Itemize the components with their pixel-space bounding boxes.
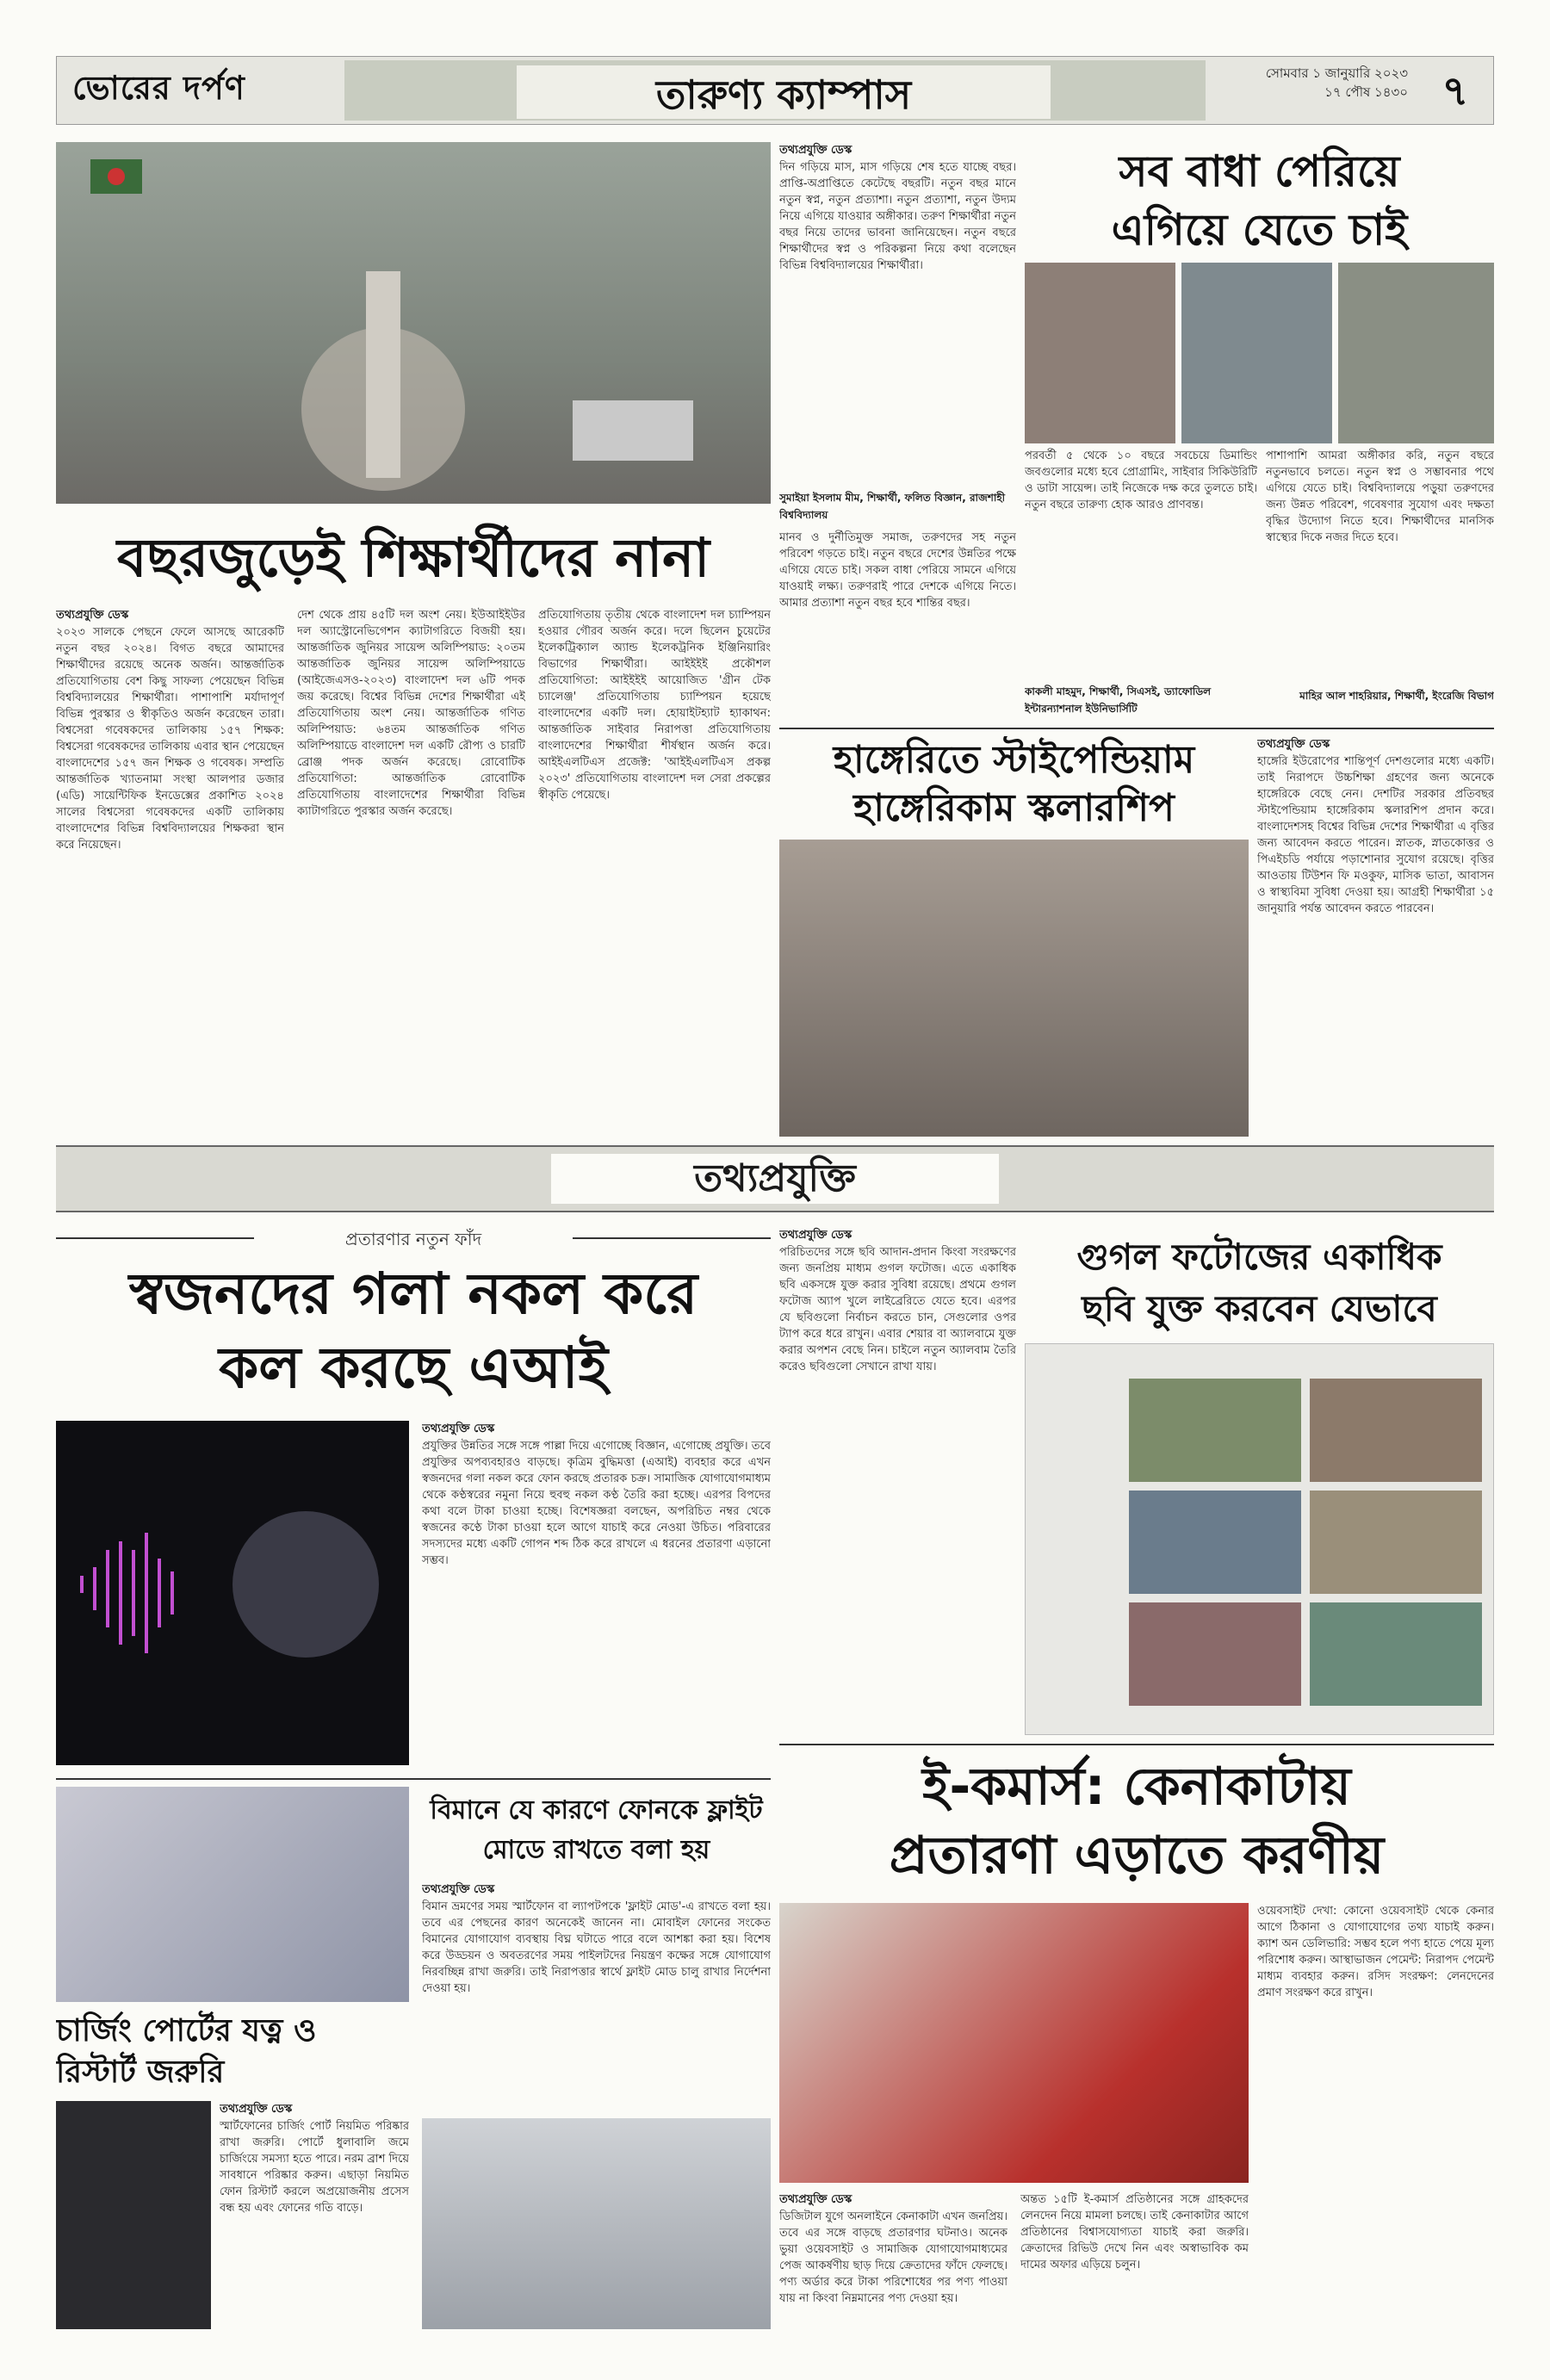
ecommerce-photo xyxy=(779,1903,1249,2183)
student-photo-3 xyxy=(1338,263,1494,443)
ai-voice-byline: তথ্যপ্রযুক্তি ডেস্ক xyxy=(422,1422,495,1435)
hungary-photo xyxy=(779,840,1249,1137)
charging-phone-photo xyxy=(56,2101,211,2329)
ai-voice-kicker-rule-left xyxy=(56,1237,254,1239)
obstacles-column-mid: মানব ও দুর্নীতিমুক্ত সমাজ, তরুণদের সহ নতুন পরিবেশ গড়তে চাই। নতুন বছরে দেশের উন্নতির পক্ষে এগিয়ে যেতে চাই। সকল বাধা পেরিয়ে সামনে এগিয়ে যাওয়াই লক্ষ্য। তরুণরাই পারে দেশকে এগিয়ে নিতে। আমার প্রত্যাশা নতুন বছর হবে শান্তির বছর। xyxy=(779,531,1016,610)
charging-headline-line-2: রিস্টার্ট জরুরি xyxy=(56,2055,225,2090)
hungary-headline-line-1: হাঙ্গেরিতে স্টাইপেন্ডিয়াম xyxy=(833,738,1195,782)
obstacles-byline-2: কাকলী মাহমুদ, শিক্ষার্থী, সিএসই, ড্যাফোডিল ইন্টারন্যাশনাল ইউনিভার্সিটি xyxy=(1025,685,1212,715)
ai-voice-headline xyxy=(56,1257,771,1408)
airplane-photo xyxy=(422,2118,771,2329)
google-photos-headline-line-1: গুগল ফটোজের একাধিক xyxy=(1076,1236,1442,1278)
ecommerce-top-rule xyxy=(779,1744,1494,1745)
student-photo-2 xyxy=(1181,263,1332,443)
ecommerce-headline-line-2: প্রতারণা এড়াতে করণীয় xyxy=(889,1825,1385,1886)
hungary-text: হাঙ্গেরি ইউরোপের শান্তিপূর্ণ দেশগুলোর মধ্যে একটি। তাই নিরাপদে উচ্চশিক্ষা গ্রহণের জন্য অনেকে হাঙ্গেরিকে বেছে নেন। দেশটির সরকার প্রতিবছর স্টাইপেন্ডিয়াম হাঙ্গেরিকাম স্কলারশিপ প্রদান করে। বাংলাদেশসহ বিশ্বের বিভিন্ন দেশের শিক্ষার্থীরা এ বৃত্তির জন্য আবেদন করতে পারেন। স্নাতক, স্নাতকোত্তর ও পিএইচডি পর্যায়ে পড়াশোনার সুযোগ রয়েছে। বৃত্তির আওতায় টিউশন ফি মওকুফ, মাসিক ভাতা, আবাসন ও স্বাস্থ্যবিমা সুবিধা দেওয়া হয়। আগ্রহী শিক্ষার্থীরা ১৫ জানুয়ারি পর্যন্ত আবেদন করতে পারবেন। xyxy=(1257,755,1494,915)
obstacles-headline xyxy=(1025,142,1494,263)
hungary-headline-line-2: হাঙ্গেরিকাম স্কলারশিপ xyxy=(853,786,1175,830)
date-gregorian: সোমবার ১ জানুয়ারি ২০২৩ xyxy=(1265,65,1408,81)
google-photos-headline xyxy=(1025,1231,1494,1339)
obstacles-column-top: দিন গড়িয়ে মাস, মাস গড়িয়ে শেষ হতে যাচ্ছে বছর। প্রাপ্তি-অপ্রাপ্তিতে কেটেছে বছরটি। নতুন বছর মানে নতুন স্বপ্ন, নতুন প্রত্যাশা। নতুন প্রত্যাশা, নতুন উদ্যম নিয়ে এগিয়ে যাওয়ার অঙ্গীকার। তরুণ শিক্ষার্থীরা নতুন বছর নিয়ে তাদের ভাবনা জানিয়েছেন। নতুন বছরে শিক্ষার্থীদের স্বপ্ন ও পরিকল্পনা নিয়ে কথা বলেছেন বিভিন্ন বিশ্ববিদ্যালয়ের শিক্ষার্থীরা। xyxy=(779,161,1016,272)
ecommerce-headline-line-1: ই-কমার্স: কেনাকাটায় xyxy=(922,1757,1351,1817)
airplane-headline-line-2: মোডে রাখতে বলা হয় xyxy=(482,1835,710,1865)
logo-name: ভোরের দর্পণ xyxy=(72,69,245,107)
charging-headline-line-1: চার্জিং পোর্টের যত্ন ও xyxy=(56,2013,317,2048)
ai-voice-photo xyxy=(56,1421,409,1765)
ecommerce-column-1: ডিজিটাল যুগে অনলাইনে কেনাকাটা এখন জনপ্রিয়। তবে এর সঙ্গে বাড়ছে প্রতারণার ঘটনাও। অনেক ভুয়া ওয়েবসাইট ও সামাজিক যোগাযোগমাধ্যমের পেজ আকর্ষণীয় ছাড় দিয়ে ক্রেতাদের ফাঁদে ফেলছে। পণ্য অর্ডার করে টাকা পরিশোধের পর পণ্য পাওয়া যায় না কিংবা নিম্নমানের পণ্য দেওয়া হয়। xyxy=(779,2210,1008,2305)
section-title: তারুণ্য ক্যাম্পাস xyxy=(517,65,1051,119)
hungary-top-rule xyxy=(779,728,1494,729)
obstacles-headline-line-1: সব বাধা পেরিয়ে xyxy=(1119,146,1400,196)
charging-headline xyxy=(56,2011,409,2097)
google-photos-headline-line-2: ছবি যুক্ত করবেন যেভাবে xyxy=(1082,1287,1437,1329)
ai-voice-kicker-rule-right xyxy=(573,1237,771,1239)
ecommerce-column-2: অন্তত ১৫টি ই-কমার্স প্রতিষ্ঠানের সঙ্গে গ্রাহকদের লেনদেন নিয়ে মামলা চলছে। তাই কেনাকাটার আগে প্রতিষ্ঠানের বিশ্বাসযোগ্যতা যাচাই করা জরুরি। ক্রেতাদের রিভিউ দেখে নিন এবং অস্বাভাবিক কম দামের অফার এড়িয়ে চলুন। xyxy=(1020,2193,1249,2272)
obstacles-column-bottom: পরবর্তী ৫ থেকে ১০ বছরে সবচেয়ে ডিমান্ডিং জবগুলোর মধ্যে হবে প্রোগ্রামিং, সাইবার সিকিউরিটি ও ডাটা সায়েন্স। তাই নিজেকে দক্ষ করে তুলতে চাই। নতুন বছরে তারুণ্য হোক আরও প্রাণবন্ত। xyxy=(1025,449,1257,511)
achievements-photo xyxy=(56,142,771,504)
ecommerce-column-3: ওয়েবসাইট দেখা: কোনো ওয়েবসাইট থেকে কেনার আগে ঠিকানা ও যোগাযোগের তথ্য যাচাই করুন। ক্যাশ অন ডেলিভারি: সম্ভব হলে পণ্য হাতে পেয়ে মূল্য পরিশোধ করুন। আস্থাভাজন পেমেন্ট: নিরাপদ পেমেন্ট মাধ্যম ব্যবহার করুন। রসিদ সংরক্ষণ: লেনদেনের প্রমাণ সংরক্ষণ করে রাখুন। xyxy=(1257,1905,1494,1999)
soundwave-art xyxy=(56,1421,409,1765)
phone-closeup-photo xyxy=(56,1787,409,2002)
masthead-logo xyxy=(60,59,336,122)
ecommerce-byline: তথ্যপ্রযুক্তি ডেস্ক xyxy=(779,2193,852,2206)
obstacles-headline-line-2: এগিয়ে যেতে চাই xyxy=(1111,205,1408,255)
airplane-byline: তথ্যপ্রযুক্তি ডেস্ক xyxy=(422,1883,495,1896)
achievements-column-2: দেশ থেকে প্রায় ৪৫টি দল অংশ নেয়। ইউআইইউর দল অ্যাস্ট্রোনেভিগেশন ক্যাটাগরিতে বিজয়ী হয়। আন্তর্জাতিক জুনিয়র সায়েন্স অলিম্পিয়াড: ২০তম আন্তর্জাতিক জুনিয়র সায়েন্স অলিম্পিয়াডে (আইজেএসও-২০২৩) বাংলাদেশ দল ৬টি পদক জয় করেছে। বিশ্বের বিভিন্ন দেশের শিক্ষার্থীরা এই প্রতিযোগিতায় অংশ নেয়। আন্তর্জাতিক গণিত অলিম্পিয়াড: ৬৪তম আন্তর্জাতিক গণিত অলিম্পিয়াডে বাংলাদেশ দল একটি রৌপ্য ও চারটি ব্রোঞ্জ পদক অর্জন করেছে। রোবোটিক প্রতিযোগিতা: আন্তর্জাতিক রোবোটিক প্রতিযোগিতায় বাংলাদেশের শিক্ষার্থীরা বিভিন্ন ক্যাটাগরিতে পুরস্কার অর্জন করেছে। xyxy=(297,609,525,818)
student-photo-1 xyxy=(1025,263,1175,443)
obstacles-column-right: পাশাপাশি আমরা অঙ্গীকার করি, নতুন বছরে নতুনভাবে চলতে। নতুন স্বপ্ন ও সম্ভাবনার পথে এগিয়ে যেতে চাই। বিশ্ববিদ্যালয়ে পড়ুয়া তরুণদের জন্য উন্নত পরিবেশ, গবেষণার সুযোগ এবং দক্ষতা বৃদ্ধির উদ্যোগ নিতে হবে। শিক্ষার্থীদের মানসিক স্বাস্থ্যের দিকে নজর দিতে হবে। xyxy=(1266,449,1494,544)
ecommerce-headline xyxy=(779,1752,1494,1894)
masthead-date xyxy=(1210,64,1408,115)
page-number: ৭ xyxy=(1442,67,1469,115)
date-bengali: ১৭ পৌষ ১৪৩০ xyxy=(1324,84,1408,100)
achievements-headline: বছরজুড়েই শিক্ষার্থীদের নানা xyxy=(116,526,710,589)
achievements-byline: তথ্যপ্রযুক্তি ডেস্ক xyxy=(56,609,129,622)
airplane-top-rule xyxy=(56,1778,771,1780)
google-photos-grid-art xyxy=(1026,1344,1494,1735)
achievements-column-3: প্রতিযোগিতায় তৃতীয় থেকে বাংলাদেশ দল চ্যাম্পিয়ন হওয়ার গৌরব অর্জন করে। দলে ছিলেন চুয়েটের ইলেকট্রিক্যাল অ্যান্ড ইলেকট্রনিক ইঞ্জিনিয়ারিং বিভাগের শিক্ষার্থীরা। আইইইই প্রকৌশল প্রতিযোগিতা: আইইইই আয়োজিত 'গ্রীন টেক চ্যালেঞ্জ' প্রতিযোগিতায় চ্যাম্পিয়ন হয়েছে বাংলাদেশের একটি দল। হোয়াইটহ্যাট হ্যাকাথন: আন্তর্জাতিক সাইবার নিরাপত্তা প্রতিযোগিতায় বাংলাদেশের শিক্ষার্থীরা শীর্ষস্থান অর্জন করে। আইইএলটিএস প্রজেক্ট: 'আইইএলটিএস প্রকল্প ২০২৩' প্রতিযোগিতায় বাংলাদেশ দল সেরা প্রকল্পের স্বীকৃতি পেয়েছে। xyxy=(538,609,771,802)
obstacles-byline-1: সুমাইয়া ইসলাম মীম, শিক্ষার্থী, ফলিত বিজ্ঞান, রাজশাহী বিশ্ববিদ্যালয় xyxy=(779,492,1006,521)
achievements-column-1: ২০২৩ সালকে পেছনে ফেলে আসছে আরেকটি নতুন বছর ২০২৪। বিগত বছরে আমাদের শিক্ষার্থীদের রয়েছে অনেক অর্জন। আন্তর্জাতিক প্রতিযোগিতায় বেশ কিছু সাফল্য পেয়েছেন বিভিন্ন বিশ্ববিদ্যালয়ের শিক্ষার্থীরা। পাশাপাশি মর্যাদাপূর্ণ বিভিন্ন পুরস্কার ও স্বীকৃতিও অর্জন করেছেন তারা। বিশ্বসেরা গবেষকদের তালিকায় ১৫৭ শিক্ষক: বিশ্বসেরা গবেষকদের তালিকায় এবার স্থান পেয়েছেন বাংলাদেশের ১৫৭ জন শিক্ষক ও গবেষক। সম্প্রতি আন্তর্জাতিক খ্যাতনামা সংস্থা আলপার ডজার (এডি) সায়েন্টিফিক ইনডেক্সের প্রকাশিত ২০২৪ সালের বিশ্বসেরা গবেষকদের একটি তালিকায় বাংলাদেশের বিভিন্ন বিশ্ববিদ্যালয়ের শিক্ষকরা স্থান করে নিয়েছেন। xyxy=(56,626,284,852)
tech-section-title: তথ্যপ্রযুক্তি xyxy=(551,1154,999,1204)
charging-byline: তথ্যপ্রযুক্তি ডেস্ক xyxy=(220,2103,293,2116)
airplane-text: বিমান ভ্রমণের সময় স্মার্টফোন বা ল্যাপটপকে 'ফ্লাইট মোড'-এ রাখতে বলা হয়। তবে এর পেছনের কারণ অনেকেই জানেন না। মোবাইল ফোনের সংকেত বিমানের যোগাযোগ ব্যবস্থায় বিঘ্ন ঘটাতে পারে বলে আশঙ্কা করা হয়। বিশেষ করে উড্ডয়ন ও অবতরণের সময় পাইলটদের নিয়ন্ত্রণ কক্ষের সঙ্গে যোগাযোগ নিরবচ্ছিন্ন রাখা জরুরি। তাই নিরাপত্তার স্বার্থে ফ্লাইট মোড চালু রাখার নির্দেশনা দেওয়া হয়। xyxy=(422,1900,771,1995)
achievements-photo-art xyxy=(56,142,771,504)
ai-voice-kicker: প্রতারণার নতুন ফাঁদ xyxy=(344,1229,482,1249)
hungary-byline: তথ্যপ্রযুক্তি ডেস্ক xyxy=(1257,738,1330,751)
ai-voice-text: প্রযুক্তির উন্নতির সঙ্গে সঙ্গে পাল্লা দিয়ে এগোচ্ছে বিজ্ঞান, এগোচ্ছে প্রযুক্তি। তবে প্রযুক্তির অপব্যবহারও বাড়ছে। কৃত্রিম বুদ্ধিমত্তা (এআই) ব্যবহার করে এখন স্বজনদের গলা নকল করে ফোন করছে প্রতারক চক্র। সামাজিক যোগাযোগমাধ্যম থেকে কণ্ঠস্বরের নমুনা নিয়ে হুবহু নকল কণ্ঠ তৈরি করা হচ্ছে। এরপর বিপদের কথা বলে টাকা চাওয়া হচ্ছে। বিশেষজ্ঞরা বলছেন, অপরিচিত নম্বর থেকে স্বজনের কণ্ঠে টাকা চাওয়া হলে আগে যাচাই করে নেওয়া উচিত। পরিবারের সদস্যদের মধ্যে একটি গোপন শব্দ ঠিক করে রাখলে এ ধরনের প্রতারণা এড়ানো সম্ভব। xyxy=(422,1440,771,1567)
google-photos-byline: তথ্যপ্রযুক্তি ডেস্ক xyxy=(779,1229,852,1242)
obstacles-byline-3: মাহির আল শাহরিয়ার, শিক্ষার্থী, ইংরেজি বিভাগ xyxy=(1299,690,1494,702)
airplane-headline-line-1: বিমানে যে কারণে ফোনকে ফ্লাইট xyxy=(430,1795,763,1825)
google-photos-text: পরিচিতদের সঙ্গে ছবি আদান-প্রদান কিংবা সংরক্ষণের জন্য জনপ্রিয় মাধ্যম গুগল ফটোজ। এতে একাধিক ছবি একসঙ্গে যুক্ত করার সুবিধা রয়েছে। প্রথমে গুগল ফটোজ অ্যাপ খুলে লাইব্রেরিতে যেতে হবে। এরপর যে ছবিগুলো নির্বাচন করতে চান, সেগুলোর ওপর ট্যাপ করে ধরে রাখুন। এবার শেয়ার বা অ্যালবামে যুক্ত করার অপশন বেছে নিন। চাইলে নতুন অ্যালবাম তৈরি করেও ছবিগুলো সেখানে রাখা যায়। xyxy=(779,1246,1016,1373)
google-photos-screenshot xyxy=(1025,1343,1494,1735)
charging-text: স্মার্টফোনের চার্জিং পোর্ট নিয়মিত পরিষ্কার রাখা জরুরি। পোর্টে ধুলাবালি জমে চার্জিংয়ে সমস্যা হতে পারে। নরম ব্রাশ দিয়ে সাবধানে পরিষ্কার করুন। এছাড়া নিয়মিত ফোন রিস্টার্ট করলে অপ্রয়োজনীয় প্রসেস বন্ধ হয় এবং ফোনের গতি বাড়ে। xyxy=(220,2120,409,2215)
ai-voice-headline-line-2: কল করছে এআই xyxy=(219,1335,608,1401)
airplane-headline xyxy=(422,1791,771,1877)
obstacles-byline: তথ্যপ্রযুক্তি ডেস্ক xyxy=(779,144,852,157)
ai-voice-headline-line-1: স্বজনদের গলা নকল করে xyxy=(128,1261,698,1327)
hungary-headline xyxy=(779,736,1249,835)
